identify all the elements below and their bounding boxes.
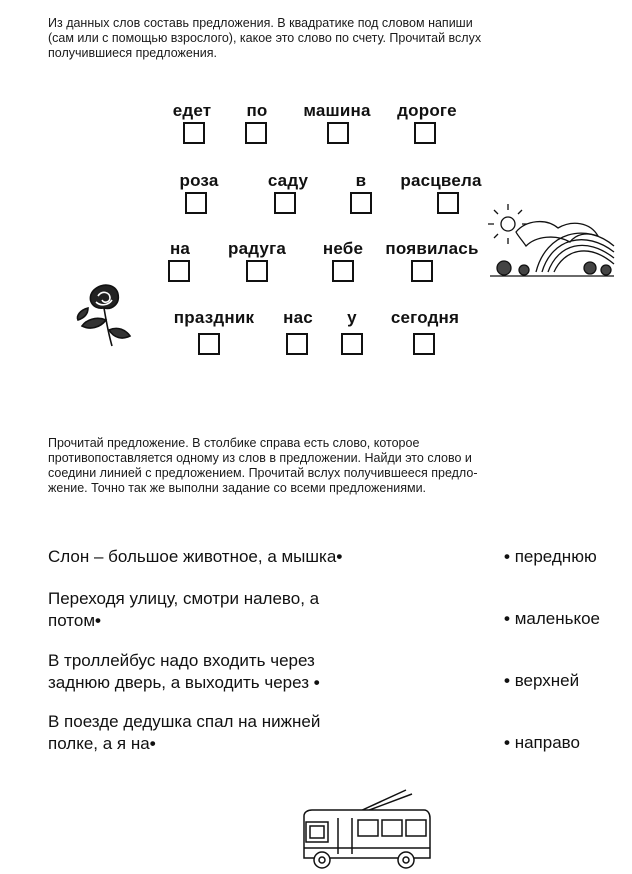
sentence-line: Переходя улицу, смотри налево, а — [48, 589, 320, 608]
task1-instruction-line: получившиеся предложения. — [48, 46, 217, 60]
task1-instruction — [48, 16, 624, 61]
sentence-line: Слон – большое животное, а мышка — [48, 547, 337, 566]
connection-point[interactable]: • — [95, 611, 101, 630]
word-card: в — [355, 171, 367, 190]
sentence-line: заднюю дверь, а выходить через — [48, 673, 309, 692]
order-number-box[interactable] — [413, 333, 435, 355]
connection-point[interactable]: • — [504, 547, 510, 566]
sentence-2 — [48, 588, 319, 632]
sentence-line: В троллейбус надо входить через — [48, 651, 315, 670]
connection-point[interactable]: • — [313, 673, 320, 692]
sentence-line: потом — [48, 611, 96, 630]
order-number-box[interactable] — [185, 192, 207, 214]
order-number-box[interactable] — [437, 192, 459, 214]
order-number-box[interactable] — [245, 122, 267, 144]
answer-option[interactable] — [504, 671, 579, 691]
order-number-box[interactable] — [332, 260, 354, 282]
word-card: нас — [283, 308, 313, 327]
word-card: едет — [172, 101, 212, 120]
task2-instruction-line: жение. Точно так же выполни задание со всеми предложениями. — [48, 481, 427, 495]
answer-word: маленькое — [514, 609, 600, 628]
order-number-box[interactable] — [183, 122, 205, 144]
word-card: праздник — [173, 308, 255, 327]
order-number-box[interactable] — [414, 122, 436, 144]
sentence-4 — [48, 711, 320, 755]
word-card: сегодня — [390, 308, 460, 327]
sentence-line: полке, а я на — [48, 734, 150, 753]
order-number-box[interactable] — [327, 122, 349, 144]
rose-drawing — [72, 280, 134, 348]
order-number-box[interactable] — [246, 260, 268, 282]
task2-instruction-line: Прочитай предложение. В столбике справа есть слово, которое — [48, 436, 420, 450]
answer-word: направо — [514, 733, 580, 752]
connection-point[interactable]: • — [504, 733, 510, 752]
word-card: появилась — [385, 239, 479, 258]
order-number-box[interactable] — [411, 260, 433, 282]
word-card: радуга — [227, 239, 287, 258]
order-number-box[interactable] — [350, 192, 372, 214]
word-card: у — [347, 308, 357, 327]
word-card: на — [169, 239, 191, 258]
order-number-box[interactable] — [274, 192, 296, 214]
answer-option[interactable] — [504, 547, 597, 567]
word-card: по — [246, 101, 268, 120]
connection-point[interactable]: • — [504, 671, 510, 690]
order-number-box[interactable] — [286, 333, 308, 355]
answer-option[interactable] — [504, 609, 600, 629]
word-card: небе — [322, 239, 364, 258]
answer-word: переднюю — [514, 547, 597, 566]
rainbow-drawing — [486, 202, 618, 280]
word-card: дороге — [397, 101, 457, 120]
word-card: роза — [179, 171, 219, 190]
order-number-box[interactable] — [198, 333, 220, 355]
answer-word: верхней — [514, 671, 580, 690]
task2-instruction — [48, 436, 624, 496]
task2-instruction-line: соедини линией с предложением. Прочитай вслух получившееся предло- — [48, 466, 478, 480]
connection-point[interactable]: • — [149, 734, 156, 753]
word-card: машина — [303, 101, 371, 120]
sentence-3 — [48, 650, 320, 694]
task2-instruction-line: противопоставляется одному из слов в предложении. Найди это слово и — [48, 451, 472, 465]
word-card: расцвела — [400, 171, 482, 190]
task1-instruction-line: (сам или с помощью взрослого), какое это слово по счету. Прочитай вслух — [48, 31, 482, 45]
sentence-line: В поезде дедушка спал на нижней — [48, 712, 321, 731]
connection-point[interactable]: • — [336, 547, 343, 566]
trolleybus-drawing — [298, 786, 434, 872]
task1-instruction-line: Из данных слов составь предложения. В квадратике под словом напиши — [48, 16, 473, 30]
answer-option[interactable] — [504, 733, 580, 753]
order-number-box[interactable] — [341, 333, 363, 355]
connection-point[interactable]: • — [504, 609, 510, 628]
word-card: саду — [267, 171, 309, 190]
order-number-box[interactable] — [168, 260, 190, 282]
sentence-1 — [48, 546, 342, 568]
